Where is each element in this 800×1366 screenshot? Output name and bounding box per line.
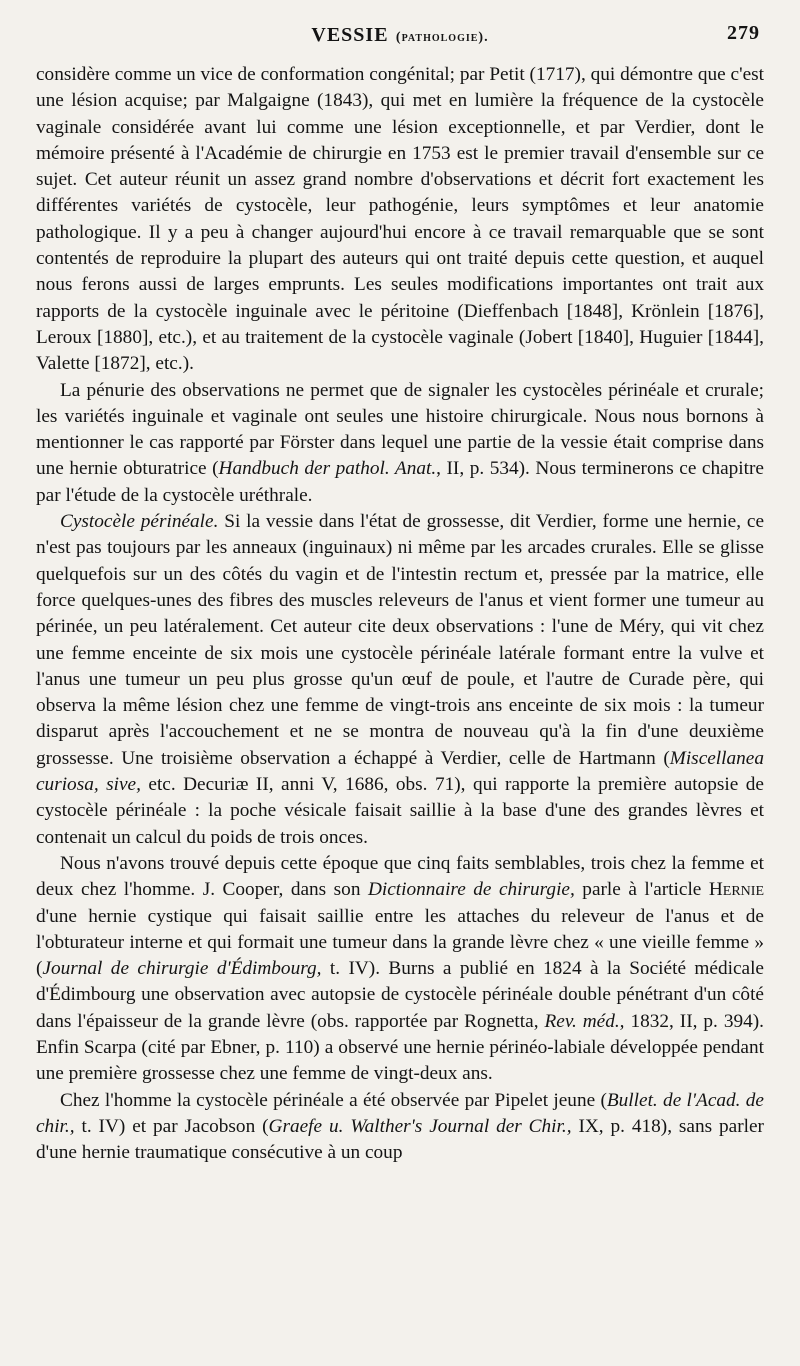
paragraph-1-text: considère comme un vice de conformation congénital; par Petit (1717), qui démontre que c'est une lésion acquise; par Malgaigne (1843), qui met en lumière la fréquence de la cystocèle vaginale considérée avant lui comme une lésion exceptionnelle, et par Verdier, dont le mémoire présenté à l'Académie de chirurgie en 1753 est le premier travail d'ensemble sur ce sujet. Cet auteur réunit un assez grand nombre d'observations et décrit fort exactement les différentes variétés de cystocèle, leur pathogénie, leurs symptômes et leur anatomie pathologique. Il y a peu à changer aujourd'hui encore à ce travail remarquable que se sont contentés de reproduire la plupart des auteurs qui ont traité depuis cette question, et auquel nous ferons aussi de larges emprunts. Les seules modifications importantes ont trait aux rapports de la cystocèle inguinale avec le péritoine (Dieffenbach [1848], Krönlein [1876], Leroux [1880], etc.), et au traitement de la cystocèle vaginale (Jobert [1840], Huguier [1844], Valette [1872], etc.). — [36, 64, 764, 375]
citation-italic: Miscellanea curiosa, sive, — [36, 747, 764, 796]
section-heading-cystocele-perineale: Cystocèle périnéale. — [60, 511, 219, 533]
citation-italic: Graefe u. Walther's Journal der Chir., — [268, 1115, 572, 1137]
paragraph-2 — [36, 378, 764, 509]
header-subtitle: (pathologie). — [395, 30, 489, 45]
text-run: , II, p. 534). Nous terminerons ce chapitre par l'étude de la cystocèle uréthrale. — [36, 458, 764, 506]
text-run: parle à l'article — [574, 879, 709, 901]
citation-italic: Dictionnaire de chirurgie, — [367, 879, 575, 901]
paragraph-4 — [36, 851, 764, 1088]
running-header — [36, 22, 764, 62]
page-number: 279 — [727, 22, 760, 44]
text-run: Chez l'homme la cystocèle périnéale a été observée par Pipelet jeune ( — [60, 1089, 607, 1111]
text-run: Nous n'avons trouvé depuis cette époque que cinq faits semblables, trois chez la femme et deux chez l'homme. J. Cooper, dans son — [36, 852, 764, 901]
citation-italic: Handbuch der pathol. Anat. — [218, 458, 437, 480]
text-run: La pénurie des observations ne permet que de signaler les cystocèles périnéale et crurale; les variétés inguinale et vaginale ont seules une histoire chirurgicale. Nous nous bornons à mentionner le cas rapporté par Förster dans lequel une partie de la vessie était comprise dans une hernie obturatrice ( — [36, 379, 764, 480]
text-run: d'une hernie cystique qui faisait saillie entre les attaches du releveur de l'anus et de l'obturateur interne et qui formait une tumeur dans la grande lèvre chez « une vieille femme » ( — [36, 905, 764, 980]
body-text — [36, 62, 764, 1166]
header-title: VESSIE — [311, 24, 389, 46]
citation-italic: Bullet. de l'Acad. de chir., — [36, 1089, 764, 1137]
text-run: t. IV). Burns a publié en 1824 à la Société médicale d'Édimbourg une observation avec autopsie de cystocèle périnéale double pénétrant d'un côté dans l'épaisseur de la grande lèvre (obs. rapportée par Rognetta, — [36, 958, 764, 1032]
citation-italic: Rev. méd., — [544, 1010, 625, 1032]
text-run: 1832, II, p. 394). Enfin Scarpa (cité par Ebner, p. 110) a observé une hernie périnéo-labiale développée pendant une première grossesse chez une femme de vingt-deux ans. — [36, 1010, 764, 1085]
text-run: t. IV) et par Jacobson ( — [74, 1115, 269, 1137]
paragraph-1 — [36, 62, 764, 378]
small-caps-term: Hernie — [708, 879, 764, 901]
citation-italic: Journal de chirurgie d'Édimbourg, — [42, 958, 322, 980]
paragraph-5 — [36, 1088, 764, 1167]
text-run: Si la vessie dans l'état de grossesse, dit Verdier, forme une hernie, ce n'est pas toujours par les anneaux (inguinaux) ni même par les arcades crurales. Elle se glisse quelquefois sur un des côtés du vagin et de l'intestin rectum et, pressée par la matrice, elle force quelques-unes des fibres des muscles releveurs de l'anus et vient former une tumeur au périnée, un peu latéralement. Cet auteur cite deux observations : l'une de Méry, qui vit chez une femme enceinte de six mois une cystocèle périnéale latérale formant entre la vulve et l'anus une tumeur un peu plus grosse qu'un œuf de poule, et l'autre de Curade père, qui observa la même lésion chez une femme de vingt-trois ans enceinte de six mois : la tumeur disparut après l'accouchement et ne se montra de nouveau qu'à la fin d'une deuxième grossesse. Une troisième observation a échappé à Verdier, celle de Hartmann ( — [36, 511, 764, 769]
paragraph-3 — [36, 509, 764, 851]
text-run: etc. Decuriæ II, anni V, 1686, obs. 71), qui rapporte la première autopsie de cystocèle périnéale : la poche vésicale faisait saillie à la base d'une des grandes lèvres et contenait un calcul du poids de trois onces. — [36, 774, 764, 848]
text-run: IX, p. 418), sans parler d'une hernie traumatique consécutive à un coup — [36, 1115, 764, 1164]
